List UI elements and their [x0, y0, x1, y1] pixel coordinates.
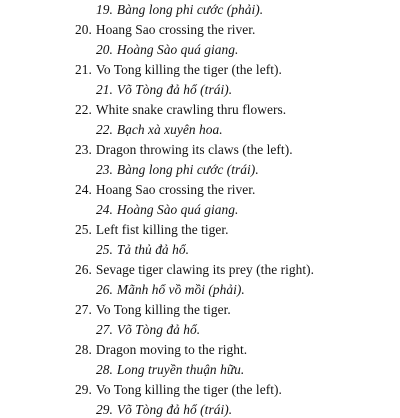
- en-text: Sevage tiger clawing its prey (the right).: [95, 262, 315, 277]
- en-number: 23.: [75, 142, 92, 157]
- vi-number: 27.: [96, 322, 113, 337]
- vi-text: Võ Tòng đả hổ.: [116, 322, 201, 337]
- en-number: 24.: [75, 182, 92, 197]
- en-line-26: [75, 262, 314, 278]
- en-line-24: [75, 182, 255, 198]
- en-line-22: [75, 102, 286, 118]
- en-text: Hoang Sao crossing the river.: [95, 182, 256, 197]
- en-line-23: [75, 142, 293, 158]
- vi-line-25: [96, 242, 189, 258]
- vi-number: 22.: [96, 122, 113, 137]
- en-text: Hoang Sao crossing the river.: [95, 22, 256, 37]
- vi-text: Tả thủ đả hổ.: [116, 242, 189, 257]
- en-number: 27.: [75, 302, 92, 317]
- vi-line-27: [96, 322, 200, 338]
- vi-line-26: [96, 282, 245, 298]
- vi-number: 19.: [96, 2, 113, 17]
- en-line-27: [75, 302, 231, 318]
- vi-line-20: [96, 42, 238, 58]
- en-text: Dragon throwing its claws (the left).: [95, 142, 293, 157]
- vi-line-19: [96, 2, 263, 18]
- vi-line-23: [96, 162, 259, 178]
- en-number: 21.: [75, 62, 92, 77]
- vi-text: Hoàng Sào quá giang.: [116, 42, 239, 57]
- en-number: 28.: [75, 342, 92, 357]
- en-text: Dragon moving to the right.: [95, 342, 248, 357]
- vi-line-22: [96, 122, 223, 138]
- en-number: 20.: [75, 22, 92, 37]
- vi-number: 28.: [96, 362, 113, 377]
- en-line-20: [75, 22, 255, 38]
- en-number: 22.: [75, 102, 92, 117]
- vi-text: Bàng long phi cước (phải).: [116, 2, 264, 17]
- vi-line-24: [96, 202, 238, 218]
- en-text: Left fist killing the tiger.: [95, 222, 229, 237]
- vi-text: Mãnh hổ vồ mồi (phải).: [116, 282, 245, 297]
- vi-text: Bạch xà xuyên hoa.: [116, 122, 223, 137]
- vi-text: Bàng long phi cước (trái).: [116, 162, 259, 177]
- en-text: Vo Tong killing the tiger (the left).: [95, 382, 282, 397]
- vi-number: 21.: [96, 82, 113, 97]
- vi-number: 25.: [96, 242, 113, 257]
- vi-number: 23.: [96, 162, 113, 177]
- en-line-29: [75, 382, 282, 398]
- en-text: Vo Tong killing the tiger.: [95, 302, 231, 317]
- vi-text: Võ Tòng đả hổ (trái).: [116, 402, 233, 417]
- en-line-21: [75, 62, 282, 78]
- vi-line-21: [96, 82, 232, 98]
- vi-text: Long truyền thuận hữu.: [116, 362, 245, 377]
- vi-number: 24.: [96, 202, 113, 217]
- vi-text: Hoàng Sào quá giang.: [116, 202, 239, 217]
- vi-text: Võ Tòng đả hổ (trái).: [116, 82, 233, 97]
- en-number: 26.: [75, 262, 92, 277]
- vi-line-29: [96, 402, 232, 418]
- en-text: Vo Tong killing the tiger (the left).: [95, 62, 282, 77]
- vi-number: 26.: [96, 282, 113, 297]
- vi-number: 29.: [96, 402, 113, 417]
- en-text: White snake crawling thru flowers.: [95, 102, 287, 117]
- en-number: 25.: [75, 222, 92, 237]
- en-line-28: [75, 342, 247, 358]
- en-number: 29.: [75, 382, 92, 397]
- vi-number: 20.: [96, 42, 113, 57]
- en-line-25: [75, 222, 229, 238]
- vi-line-28: [96, 362, 244, 378]
